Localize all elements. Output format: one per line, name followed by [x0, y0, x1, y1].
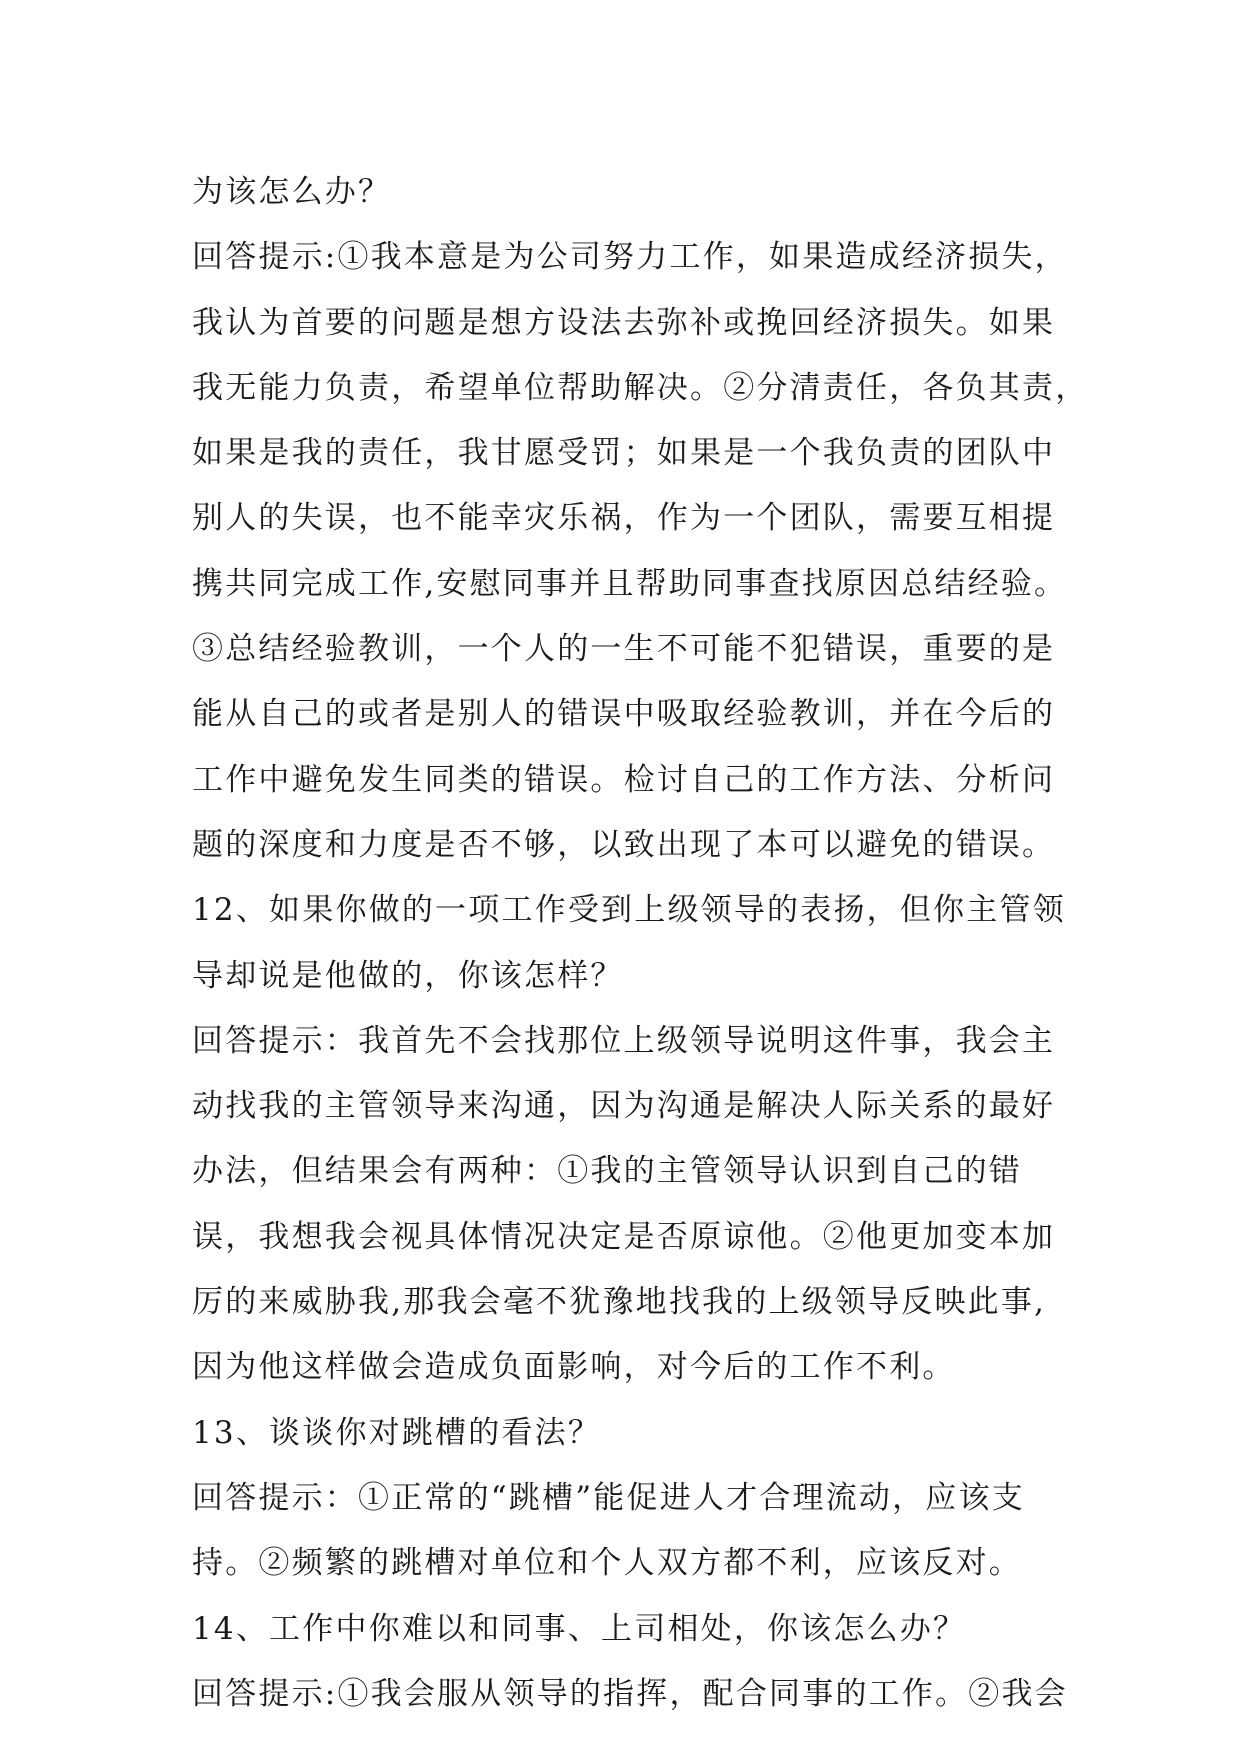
text-line: 我无能力负责，希望单位帮助解决。②分清责任，各负其责，: [192, 369, 1089, 406]
text-line: 办法，但结果会有两种：①我的主管领导认识到自己的错: [192, 1153, 1022, 1190]
text-line: 误，我想我会视具体情况决定是否原谅他。②他更加变本加: [192, 1218, 1056, 1255]
text-line: 导却说是他做的，你该怎样？: [192, 957, 624, 994]
text-line: 持。②频繁的跳槽对单位和个人双方都不利，应该反对。: [192, 1545, 1022, 1582]
text-line: 别人的失误，也不能幸灾乐祸，作为一个团队，需要互相提: [192, 500, 1056, 537]
text-line: 因为他这样做会造成负面影响，对今后的工作不利。: [192, 1349, 956, 1386]
text-line: 我认为首要的问题是想方设法去弥补或挽回经济损失。如果: [192, 304, 1056, 341]
text-line: ③总结经验教训，一个人的一生不可能不犯错误，重要的是: [192, 631, 1056, 668]
text-line: 携共同完成工作,安慰同事并且帮助同事查找原因总结经验。: [192, 565, 1068, 602]
text-line: 动找我的主管领导来沟通，因为沟通是解决人际关系的最好: [192, 1088, 1056, 1125]
text-line: 回答提示：①正常的“跳槽”能促进人才合理流动，应该支: [192, 1479, 1025, 1516]
text-line: 回答提示:①我会服从领导的指挥，配合同事的工作。②我会: [192, 1675, 1068, 1712]
text-line: 厉的来威胁我,那我会毫不犹豫地找我的上级领导反映此事,: [192, 1284, 1047, 1321]
text-line: 如果是我的责任，我甘愿受罚；如果是一个我负责的团队中: [192, 435, 1056, 472]
text-line: 为该怎么办？: [192, 174, 392, 210]
text-line: 回答提示：我首先不会找那位上级领导说明这件事，我会主: [192, 1022, 1056, 1059]
text-line: 能从自己的或者是别人的错误中吸取经验教训，并在今后的: [192, 696, 1056, 733]
text-line: 工作中避免发生同类的错误。检讨自己的工作方法、分析问: [192, 761, 1056, 798]
text-line: 13、谈谈你对跳槽的看法？: [192, 1414, 602, 1451]
text-line: 12、如果你做的一项工作受到上级领导的表扬，但你主管领: [192, 892, 1066, 929]
text-line: 14、工作中你难以和同事、上司相处，你该怎么办？: [192, 1610, 967, 1647]
text-line: 回答提示:①我本意是为公司努力工作，如果造成经济损失，: [192, 239, 1068, 276]
document-body: [192, 160, 1089, 1727]
text-line: 题的深度和力度是否不够，以致出现了本可以避免的错误。: [192, 826, 1056, 863]
